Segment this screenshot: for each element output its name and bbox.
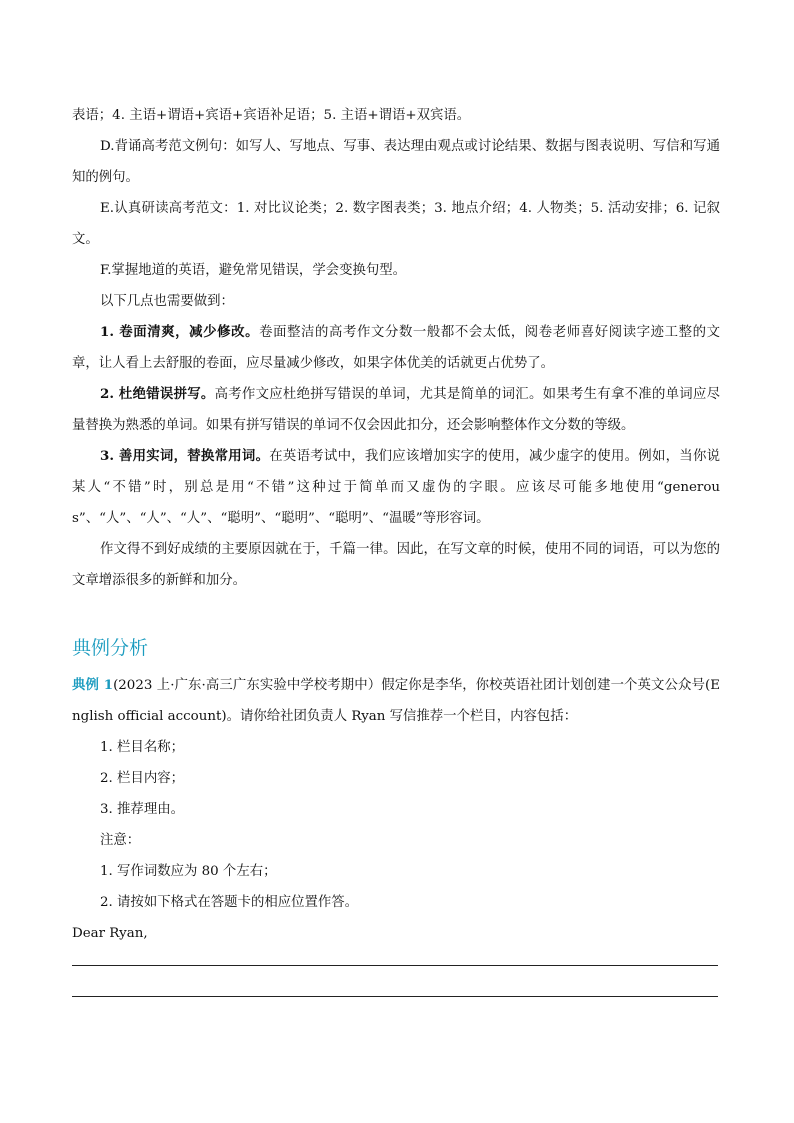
- grammar-patterns-paragraph: 表语；4. 主语+谓语+宾语+宾语补足语；5. 主语+谓语+双宾语。: [72, 108, 471, 123]
- idiomatic-english-paragraph: F.掌握地道的英语，避免常见错误，学会变换句型。: [100, 263, 407, 278]
- tip-vocabulary: [72, 441, 720, 534]
- recite-sentences-paragraph: D.背诵高考范文例句：如写人、写地点、写事、表达理由观点或讨论结果、数据与图表说明、写信和写通知的例句。: [72, 139, 720, 185]
- tip-neat-paper: [72, 317, 720, 379]
- section-title: 典例分析: [72, 637, 149, 659]
- conclusion-paragraph: 作文得不到好成绩的主要原因就在于，千篇一律。因此，在写文章的时候，使用不同的词语，可以为您的文章增添很多的新鲜和加分。: [72, 542, 720, 588]
- list-item: 1. 栏目名称；: [100, 740, 184, 755]
- list-item: 2. 栏目内容；: [100, 771, 184, 786]
- tip-spelling-heading: 2. 杜绝错误拼写。: [100, 386, 215, 402]
- tip-neat-paper-text: 卷面整洁的高考作文分数一般都不会太低，阅卷老师喜好阅读字迹工整的文章，让人看上去舒服的卷面，应尽量减少修改，如果字体优美的话就更占优势了。: [72, 325, 721, 371]
- tip-spelling-text: 高考作文应杜绝拼写错误的单词，尤其是简单的词汇。如果考生有拿不准的单词应尽量替换为熟悉的单词。如果有拼写错误的单词不仅会因此扣分，还会影响整体作文分数的等级。: [72, 387, 721, 433]
- list-item: 3. 推荐理由。: [100, 802, 184, 817]
- note-item: 1. 写作词数应为 80 个左右；: [100, 864, 277, 879]
- requirements-intro: 以下几点也需要做到：: [100, 294, 234, 309]
- example-prompt: [72, 670, 720, 732]
- note-title: 注意：: [100, 833, 141, 848]
- note-item: 2. 请按如下格式在答题卡的相应位置作答。: [100, 895, 359, 910]
- document-page: [72, 100, 720, 997]
- study-essays-paragraph: E.认真研读高考范文：1. 对比议论类；2. 数字图表类；3. 地点介绍；4. 人物类；5. 活动安排；6. 记叙文。: [72, 201, 720, 247]
- tip-vocabulary-text: 在英语考试中，我们应该增加实字的使用，减少虚字的使用。例如，当你说某人“不错”时，别总是用“不错”这种过于简单而又虚伪的字眼。应该尽可能多地使用“generous”、“人”、“人”、“人”、“聪明”、“聪明”、“聪明”、“温暖”等形容词。: [72, 449, 721, 526]
- example-label: 典例 1: [72, 677, 114, 693]
- letter-salutation: Dear Ryan,: [72, 926, 148, 941]
- answer-line[interactable]: [72, 965, 718, 966]
- tip-neat-paper-heading: 1. 卷面清爽，减少修改。: [100, 324, 260, 340]
- example-text: (2023 上·广东·高三广东实验中学校考期中）假定你是李华，你校英语社团计划创建一个英文公众号(English official account)。请你给社团负责人 Ryan 写信推荐一个栏目，内容包括：: [72, 678, 720, 724]
- tip-vocabulary-heading: 3. 善用实词，替换常用词。: [100, 448, 270, 464]
- tip-spelling: [72, 379, 720, 441]
- answer-line[interactable]: [72, 996, 718, 997]
